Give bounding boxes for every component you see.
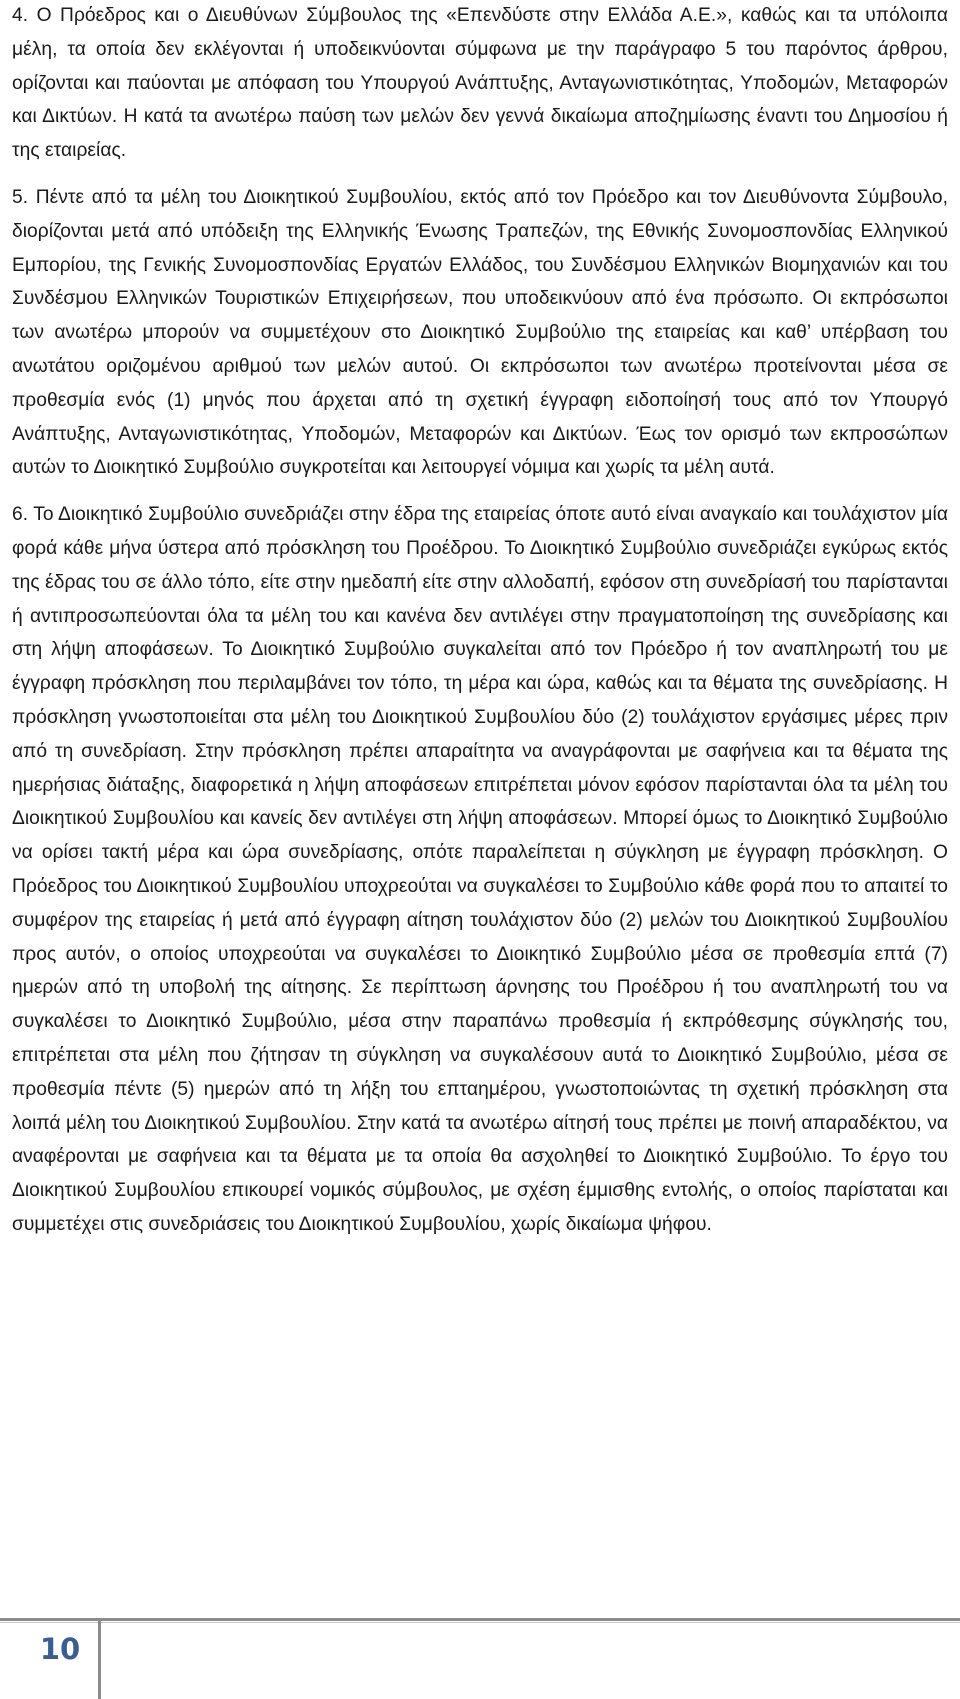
page-number: 10 — [39, 1632, 81, 1666]
footer-divider — [98, 1621, 101, 1699]
paragraph-6: 6. Το Διοικητικό Συμβούλιο συνεδριάζει στην έδρα της εταιρείας όποτε αυτό είναι αναγκαίο και τουλάχιστον μία φορά κάθε μήνα ύστερα από πρόσκληση του Προέδρου. Το Διοικητικό Συμβούλιο συνεδριάζει εγκύρως εκτός της έδρας του σε άλλο τόπο, είτε στην ημεδαπή είτε στην αλλοδαπή, εφόσον στη συνεδρίασή του παρίστανται ή αντιπροσωπεύονται όλα τα μέλη του και κανένα δεν αντιλέγει στην πραγματοποίηση της συνεδρίασης και στη λήψη αποφάσεων. Το Διοικητικό Συμβούλιο συγκαλείται από τον Πρόεδρο ή τον αναπληρωτή του με έγγραφη πρόσκληση που περιλαμβάνει τον τόπο, τη μέρα και ώρα, καθώς και τα θέματα της συνεδρίασης. Η πρόσκληση γνωστοποιείται στα μέλη του Διοικητικού Συμβουλίου δύο (2) τουλάχιστον εργάσιμες μέρες πριν από τη συνεδρίαση. Στην πρόσκληση πρέπει απαραίτητα να αναγράφονται με σαφήνεια και τα θέματα της ημερήσιας διάταξης, διαφορετικά η λήψη αποφάσεων επιτρέπεται μόνον εφόσον παρίστανται όλα τα μέλη του Διοικητικού Συμβουλίου και κανείς δεν αντιλέγει στη λήψη αποφάσεων. Μπορεί όμως το Διοικητικό Συμβούλιο να ορίσει τακτή μέρα και ώρα συνεδρίασης, οπότε παραλείπεται η σύγκληση με έγγραφη πρόσκληση. Ο Πρόεδρος του Διοικητικού Συμβουλίου υποχρεούται να συγκαλέσει το Συμβούλιο κάθε φορά που το απαιτεί το συμφέρον της εταιρείας ή μετά από έγγραφη αίτηση τουλάχιστον δύο (2) μελών του Διοικητικού Συμβουλίου προς αυτόν, ο οποίος υποχρεούται να συγκαλέσει το Διοικητικό Συμβούλιο μέσα σε προθεσμία επτά (7) ημερών από τη υποβολή της αίτησης. Σε περίπτωση άρνησης του Προέδρου ή του αναπληρωτή του να συγκαλέσει το Διοικητικό Συμβούλιο, μέσα στην παραπάνω προθεσμία ή εκπρόθεσμης σύγκλησής του, επιτρέπεται στα μέλη που ζήτησαν τη σύγκληση να συγκαλέσουν αυτά το Διοικητικό Συμβούλιο, μέσα σε προθεσμία πέντε (5) ημερών από τη λήξη του επταημέρου, γνωστοποιώντας τη σχετική πρόσκληση στα λοιπά μέλη του Διοικητικού Συμβουλίου. Στην κατά τα ανωτέρω αίτησή τους πρέπει με ποινή απαραδέκτου, να αναφέρονται με σαφήνεια και τα θέματα με τα οποία θα ασχοληθεί το Διοικητικό Συμβούλιο. Το έργο του Διοικητικού Συμβουλίου επικουρεί νομικός σύμβουλος, με σχέση έμμισθης εντολής, ο οποίος παρίσταται και συμμετέχει στις συνεδριάσεις του Διοικητικού Συμβουλίου, χωρίς δικαίωμα ψήφου. — [12, 504, 948, 1235]
document-body — [12, 0, 948, 1242]
paragraph-4: 4. Ο Πρόεδρος και ο Διευθύνων Σύμβουλος της «Επενδύστε στην Ελλάδα Α.Ε.», καθώς και τα υπόλοιπα μέλη, τα οποία δεν εκλέγονται ή υποδεικνύονται σύμφωνα με την παράγραφο 5 του παρόντος άρθρου, ορίζονται και παύονται με απόφαση του Υπουργού Ανάπτυξης, Ανταγωνιστικότητας, Υποδομών, Μεταφορών και Δικτύων. Η κατά τα ανωτέρω παύση των μελών δεν γεννά δικαίωμα αποζημίωσης έναντι του Δημοσίου ή της εταιρείας. — [12, 5, 948, 162]
footer-rule-shadow — [0, 1622, 960, 1623]
paragraph-5: 5. Πέντε από τα μέλη του Διοικητικού Συμβουλίου, εκτός από τον Πρόεδρο και τον Διευθύνοντα Σύμβουλο, διορίζονται μετά από υπόδειξη της Ελληνικής Ένωσης Τραπεζών, της Εθνικής Συνομοσπονδίας Ελληνικού Εμπορίου, της Γενικής Συνομοσπονδίας Εργατών Ελλάδος, του Συνδέσμου Ελληνικών Βιομηχανιών και του Συνδέσμου Ελληνικών Τουριστικών Επιχειρήσεων, που υποδεικνύουν από ένα πρόσωπο. Οι εκπρόσωποι των ανωτέρω μπορούν να συμμετέχουν στο Διοικητικό Συμβούλιο της εταιρείας και καθ’ υπέρβαση του ανωτάτου οριζομένου αριθμού των μελών αυτού. Οι εκπρόσωποι των ανωτέρω προτείνονται μέσα σε προθεσμία ενός (1) μηνός που άρχεται από τη σχετική έγγραφη ειδοποίησή τους από τον Υπουργό Ανάπτυξης, Ανταγωνιστικότητας, Υποδομών, Μεταφορών και Δικτύων. Έως τον ορισμό των εκπροσώπων αυτών το Διοικητικό Συμβούλιο συγκροτείται και λειτουργεί νόμιμα και χωρίς τα μέλη αυτά. — [12, 186, 948, 479]
footer-rule — [0, 1618, 960, 1621]
